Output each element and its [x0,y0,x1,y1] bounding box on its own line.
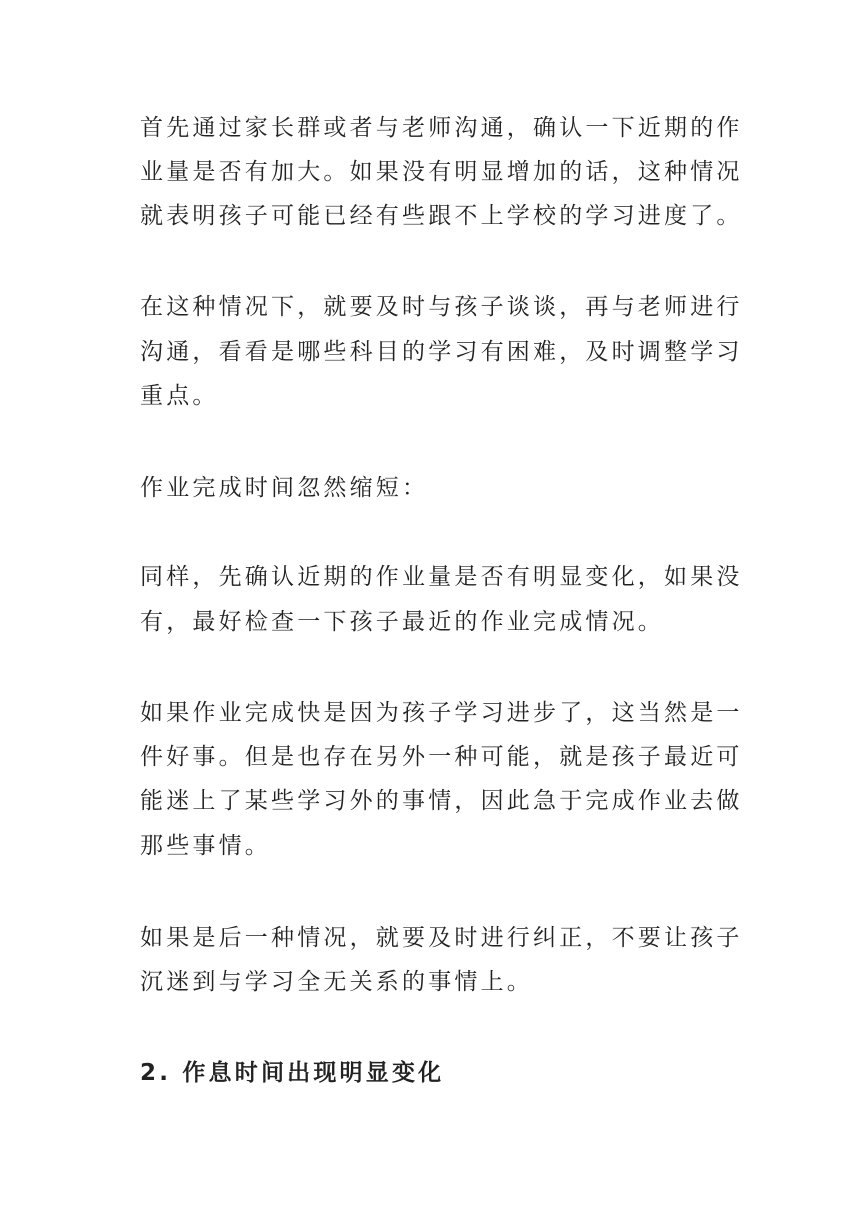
section-heading: 2. 作息时间出现明显变化 [140,1060,445,1086]
paragraph-2-line-2: 沟通，看看是哪些科目的学习有困难，及时调整学习 [140,339,743,365]
paragraph-4-line-1: 同样，先确认近期的作业量是否有明显变化，如果没 [140,564,743,590]
paragraph-5-line-4: 那些事情。 [140,833,271,859]
paragraph-2-line-1: 在这种情况下，就要及时与孩子谈谈，再与老师进行 [140,294,743,320]
paragraph-6-line-1: 如果是后一种情况，就要及时进行纠正，不要让孩子 [140,925,743,951]
paragraph-1-line-1: 首先通过家长群或者与老师沟通，确认一下近期的作 [140,115,743,141]
paragraph-2-line-3: 重点。 [140,383,219,409]
paragraph-6-line-2: 沉迷到与学习全无关系的事情上。 [140,969,533,995]
paragraph-3-line-1: 作业完成时间忽然缩短： [140,475,429,501]
paragraph-4-line-2: 有，最好检查一下孩子最近的作业完成情况。 [140,609,664,635]
paragraph-1-line-3: 就表明孩子可能已经有些跟不上学校的学习进度了。 [140,203,743,229]
paragraph-1-line-2: 业量是否有加大。如果没有明显增加的话，这种情况 [140,159,743,185]
paragraph-5-line-3: 能迷上了某些学习外的事情，因此急于完成作业去做 [140,788,743,814]
paragraph-5-line-1: 如果作业完成快是因为孩子学习进步了，这当然是一 [140,700,743,726]
paragraph-5-line-2: 件好事。但是也存在另外一种可能，就是孩子最近可 [140,744,743,770]
